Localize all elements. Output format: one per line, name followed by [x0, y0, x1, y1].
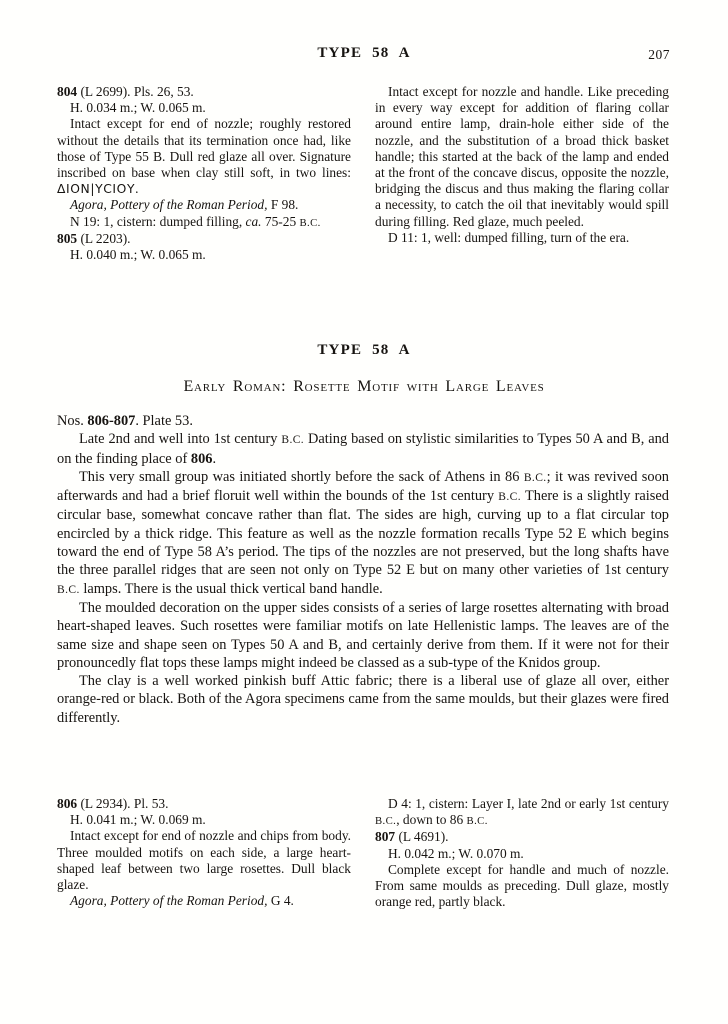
top-catalog-section: [57, 84, 669, 263]
entry-806-dimensions: H. 0.041 m.; W. 0.069 m.: [70, 812, 206, 828]
paragraph-shape: This very small group was initiated shortly before the sack of Athens in 86 B.C.; it was revived soon afterwards and had a brief floruit well within the bounds of the 1st century B.C. There is a slightly raised circular base, somewhat concave rather than flat. The sides are high, curving up to a flat circular top encircled by a thick ridge. This feature as well as the nozzle formation recalls Type 52 E which begins toward the end of Type 58 A’s period. The tips of the nozzles are not preserved, but the long shafts have the three parallel ridges that are seen not only on Type 52 E but on many other varieties of 1st century B.C. lamps. There is the usual thick vertical band handle.: [57, 468, 669, 597]
bottom-catalog-section: [57, 796, 669, 910]
entry-805-heading: 805 (L 2203).: [57, 230, 131, 246]
section-title: TYPE 58 A: [317, 342, 411, 358]
top-right-column: [375, 84, 669, 263]
entry-805-description: Intact except for nozzle and handle. Like preceding in every way except for addition of flaring collar around entire lamp, drain-hole either side of the nozzle, and the substitution of a broad thick basket handle; this started at the back of the lamp and ended at the front of the concave discus, opposite the nozzle, bridging the discus and thus making the flaring collar a necessity, to catch the oil that inevitably would spill during filling. Red glaze, much peeled.: [375, 84, 669, 229]
top-left-column: [57, 84, 351, 263]
bottom-right-column: [375, 796, 669, 910]
page-number: 207: [648, 47, 670, 62]
entry-806-reference: Agora, Pottery of the Roman Period, G 4.: [70, 893, 294, 909]
entry-804-findspot: N 19: 1, cistern: dumped filling, ca. 75-25 B.C.: [70, 213, 321, 229]
section-subtitle: Early Roman: Rosette Motif with Large Leaves: [183, 378, 545, 395]
entry-804-heading: 804 (L 2699). Pls. 26, 53.: [57, 84, 194, 99]
running-head: TYPE 58 A: [317, 45, 411, 61]
entry-806-heading: 806 (L 2934). Pl. 53.: [57, 796, 169, 811]
entry-805-dimensions: H. 0.040 m.; W. 0.065 m.: [70, 247, 206, 263]
entry-806-description: Intact except for end of nozzle and chips from body. Three moulded motifs on each side, a large heart-shaped leaf between two large rosettes. Dull black glaze.: [57, 828, 351, 893]
entry-807-dimensions: H. 0.042 m.; W. 0.070 m.: [388, 845, 524, 861]
paragraph-clay: The clay is a well worked pinkish buff Attic fabric; there is a liberal use of glaze all over, either orange-red or black. Both of the Agora specimens came from the same moulds, but their glazes were fired differently.: [57, 673, 669, 726]
paragraph-decoration: The moulded decoration on the upper sides consists of a series of large rosettes alternating with broad heart-shaped leaves. Such rosettes were familiar motifs on late Hellenistic lamps. The leaves are of the same size and shape seen on Types 50 A and B, and certainly derive from them. If it were not for their pronouncedly flat tops these lamps might indeed be classed as a sub-type of the Knidos group.: [57, 599, 669, 671]
entry-804-dimensions: H. 0.034 m.; W. 0.065 m.: [70, 100, 206, 116]
entry-805-findspot: D 11: 1, well: dumped filling, turn of the era.: [388, 229, 630, 245]
bottom-left-column: [57, 796, 351, 910]
entry-807-heading: 807 (L 4691).: [375, 829, 449, 845]
section-body: [57, 412, 669, 727]
entry-804-reference: Agora, Pottery of the Roman Period, F 98.: [70, 197, 299, 213]
entry-806-findspot: D 4: 1, cistern: Layer I, late 2nd or early 1st century B.C., down to 86 B.C.: [375, 796, 669, 828]
paragraph-dating: Late 2nd and well into 1st century B.C. Dating based on stylistic similarities to Types 50 A and B, and on the finding place of 806.: [57, 431, 670, 467]
catalog-range-line: Nos. 806-807. Plate 53.: [57, 413, 193, 429]
entry-807-description: Complete except for handle and much of nozzle. From same moulds as preceding. Dull glaze, mostly orange red, partly black.: [375, 861, 669, 910]
entry-804-description: Intact except for end of nozzle; roughly restored without the details that its termination once had, like those of Type 55 B. Dull red glaze all over. Signature inscribed on base when clay still soft, in two lines: ΔΙΟΝ|ΥCΙΟΥ.: [57, 116, 351, 197]
